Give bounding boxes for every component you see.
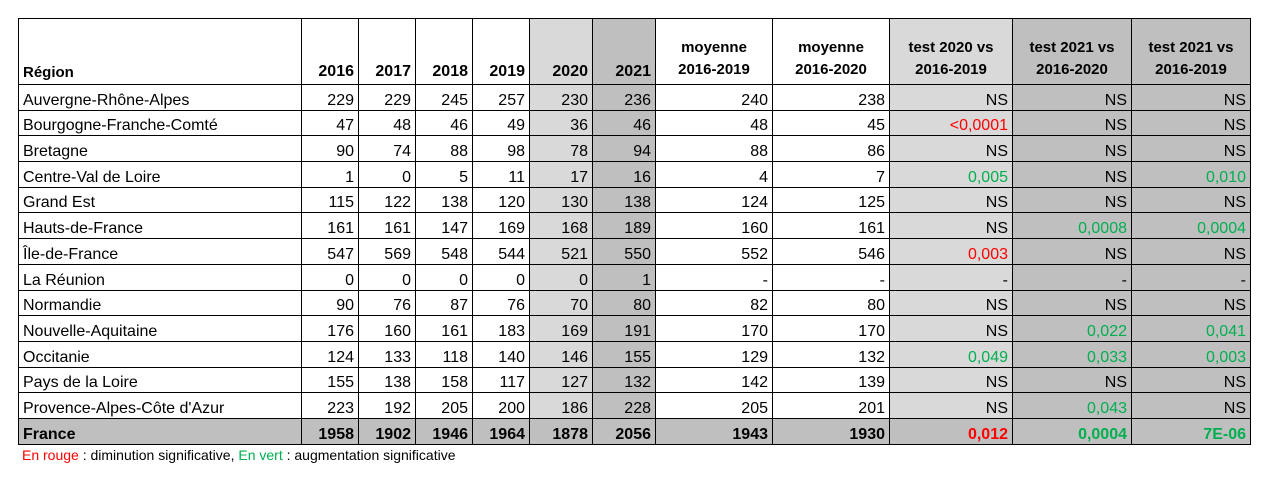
table-row: [19, 187, 1251, 213]
value-cell: 46: [593, 110, 656, 136]
region-cell: Provence-Alpes-Côte d'Azur: [19, 393, 302, 419]
header-test-2021-vs-2016-2020: test 2021 vs 2016-2020: [1013, 19, 1132, 85]
region-cell: Bretagne: [19, 136, 302, 162]
region-statistics-table: [18, 18, 1251, 445]
test-cell: -: [1013, 264, 1132, 290]
test-cell: -: [1132, 264, 1251, 290]
value-cell: 82: [656, 290, 773, 316]
value-cell: 1: [593, 264, 656, 290]
value-cell: 140: [473, 341, 530, 367]
table-row: [19, 341, 1251, 367]
value-cell: 160: [656, 213, 773, 239]
value-cell: 46: [416, 110, 473, 136]
header-region: Région: [19, 19, 302, 85]
value-cell: 0: [473, 264, 530, 290]
value-cell: 90: [302, 290, 359, 316]
value-cell: 161: [359, 213, 416, 239]
value-cell: 16: [593, 162, 656, 188]
value-cell: 521: [530, 239, 593, 265]
header-2020: 2020: [530, 19, 593, 85]
value-cell: 161: [302, 213, 359, 239]
header-2016: 2016: [302, 19, 359, 85]
test-cell: NS: [1013, 136, 1132, 162]
test-cell: 0,003: [1132, 341, 1251, 367]
table-row: [19, 110, 1251, 136]
legend-green-text: : augmentation significative: [282, 447, 456, 463]
test-cell: NS: [1013, 187, 1132, 213]
value-cell: 115: [302, 187, 359, 213]
table-row: [19, 367, 1251, 393]
value-cell: 88: [416, 136, 473, 162]
test-cell: NS: [1132, 290, 1251, 316]
test-cell: 0,012: [890, 418, 1013, 444]
value-cell: 7: [773, 162, 890, 188]
value-cell: 125: [773, 187, 890, 213]
legend-red-text: : diminution significative,: [78, 447, 239, 463]
test-cell: 0,041: [1132, 316, 1251, 342]
header-2018: 2018: [416, 19, 473, 85]
value-cell: 48: [359, 110, 416, 136]
test-cell: 0,005: [890, 162, 1013, 188]
value-cell: 80: [773, 290, 890, 316]
table-row: [19, 316, 1251, 342]
value-cell: 76: [473, 290, 530, 316]
value-cell: 5: [416, 162, 473, 188]
legend-red-label: En rouge: [22, 447, 79, 463]
value-cell: 257: [473, 85, 530, 111]
value-cell: 138: [593, 187, 656, 213]
value-cell: 0: [359, 162, 416, 188]
test-cell: NS: [1132, 393, 1251, 419]
table-body: [19, 85, 1251, 445]
value-cell: 133: [359, 341, 416, 367]
test-cell: NS: [1132, 110, 1251, 136]
value-cell: 129: [656, 341, 773, 367]
test-cell: NS: [1132, 136, 1251, 162]
value-cell: 139: [773, 367, 890, 393]
value-cell: 132: [593, 367, 656, 393]
value-cell: 1964: [473, 418, 530, 444]
value-cell: 45: [773, 110, 890, 136]
value-cell: 94: [593, 136, 656, 162]
table-row: [19, 85, 1251, 111]
header-2021: 2021: [593, 19, 656, 85]
legend: [22, 447, 455, 463]
value-cell: 546: [773, 239, 890, 265]
value-cell: 550: [593, 239, 656, 265]
value-cell: 36: [530, 110, 593, 136]
value-cell: 47: [302, 110, 359, 136]
value-cell: 1958: [302, 418, 359, 444]
value-cell: 245: [416, 85, 473, 111]
value-cell: 230: [530, 85, 593, 111]
value-cell: 80: [593, 290, 656, 316]
test-cell: NS: [890, 85, 1013, 111]
value-cell: 236: [593, 85, 656, 111]
region-cell: Bourgogne-Franche-Comté: [19, 110, 302, 136]
test-cell: 0,0008: [1013, 213, 1132, 239]
value-cell: 98: [473, 136, 530, 162]
value-cell: 0: [302, 264, 359, 290]
test-cell: 0,010: [1132, 162, 1251, 188]
test-cell: 0,003: [890, 239, 1013, 265]
legend-green-label: En vert: [238, 447, 283, 463]
region-cell: France: [19, 418, 302, 444]
value-cell: 228: [593, 393, 656, 419]
value-cell: 170: [656, 316, 773, 342]
header-2017: 2017: [359, 19, 416, 85]
test-cell: NS: [890, 367, 1013, 393]
value-cell: 189: [593, 213, 656, 239]
value-cell: 238: [773, 85, 890, 111]
test-cell: 0,033: [1013, 341, 1132, 367]
value-cell: 200: [473, 393, 530, 419]
statistics-table-container: [18, 18, 1251, 445]
value-cell: 48: [656, 110, 773, 136]
table-total-row: [19, 418, 1251, 444]
value-cell: 130: [530, 187, 593, 213]
value-cell: 0: [416, 264, 473, 290]
test-cell: <0,0001: [890, 110, 1013, 136]
value-cell: -: [773, 264, 890, 290]
value-cell: 169: [473, 213, 530, 239]
value-cell: 229: [359, 85, 416, 111]
value-cell: 176: [302, 316, 359, 342]
value-cell: 142: [656, 367, 773, 393]
test-cell: NS: [1013, 110, 1132, 136]
value-cell: 544: [473, 239, 530, 265]
value-cell: 4: [656, 162, 773, 188]
table-row: [19, 239, 1251, 265]
value-cell: 191: [593, 316, 656, 342]
value-cell: 49: [473, 110, 530, 136]
value-cell: 1943: [656, 418, 773, 444]
value-cell: 223: [302, 393, 359, 419]
test-cell: NS: [890, 213, 1013, 239]
value-cell: 146: [530, 341, 593, 367]
value-cell: 147: [416, 213, 473, 239]
test-cell: NS: [1013, 367, 1132, 393]
value-cell: 155: [302, 367, 359, 393]
value-cell: 0: [530, 264, 593, 290]
region-cell: Île-de-France: [19, 239, 302, 265]
value-cell: 158: [416, 367, 473, 393]
value-cell: 138: [359, 367, 416, 393]
value-cell: 569: [359, 239, 416, 265]
value-cell: 552: [656, 239, 773, 265]
value-cell: 138: [416, 187, 473, 213]
test-cell: NS: [1132, 85, 1251, 111]
test-cell: 0,0004: [1013, 418, 1132, 444]
value-cell: 548: [416, 239, 473, 265]
value-cell: 88: [656, 136, 773, 162]
region-cell: Auvergne-Rhône-Alpes: [19, 85, 302, 111]
value-cell: 87: [416, 290, 473, 316]
value-cell: 17: [530, 162, 593, 188]
region-cell: La Réunion: [19, 264, 302, 290]
test-cell: NS: [1013, 239, 1132, 265]
value-cell: 90: [302, 136, 359, 162]
value-cell: 122: [359, 187, 416, 213]
value-cell: 86: [773, 136, 890, 162]
value-cell: 229: [302, 85, 359, 111]
value-cell: 78: [530, 136, 593, 162]
value-cell: 132: [773, 341, 890, 367]
test-cell: 0,049: [890, 341, 1013, 367]
value-cell: 186: [530, 393, 593, 419]
header-moyenne-2016-2019: moyenne 2016-2019: [656, 19, 773, 85]
value-cell: 76: [359, 290, 416, 316]
value-cell: 124: [302, 341, 359, 367]
value-cell: 205: [416, 393, 473, 419]
test-cell: NS: [890, 316, 1013, 342]
header-moyenne-2016-2020: moyenne 2016-2020: [773, 19, 890, 85]
header-2019: 2019: [473, 19, 530, 85]
table-row: [19, 264, 1251, 290]
region-cell: Occitanie: [19, 341, 302, 367]
value-cell: 201: [773, 393, 890, 419]
value-cell: 168: [530, 213, 593, 239]
test-cell: 0,022: [1013, 316, 1132, 342]
test-cell: NS: [890, 136, 1013, 162]
value-cell: 118: [416, 341, 473, 367]
header-test-2021-vs-2016-2019: test 2021 vs 2016-2019: [1132, 19, 1251, 85]
value-cell: 1930: [773, 418, 890, 444]
value-cell: 547: [302, 239, 359, 265]
value-cell: 183: [473, 316, 530, 342]
value-cell: 74: [359, 136, 416, 162]
value-cell: 120: [473, 187, 530, 213]
table-row: [19, 393, 1251, 419]
test-cell: NS: [1013, 162, 1132, 188]
value-cell: 11: [473, 162, 530, 188]
region-cell: Grand Est: [19, 187, 302, 213]
value-cell: 1902: [359, 418, 416, 444]
test-cell: 0,043: [1013, 393, 1132, 419]
value-cell: 161: [773, 213, 890, 239]
test-cell: -: [890, 264, 1013, 290]
value-cell: 161: [416, 316, 473, 342]
test-cell: NS: [890, 393, 1013, 419]
region-cell: Normandie: [19, 290, 302, 316]
value-cell: -: [656, 264, 773, 290]
header-test-2020-vs-2016-2019: test 2020 vs 2016-2019: [890, 19, 1013, 85]
value-cell: 192: [359, 393, 416, 419]
value-cell: 127: [530, 367, 593, 393]
table-row: [19, 136, 1251, 162]
value-cell: 169: [530, 316, 593, 342]
region-cell: Centre-Val de Loire: [19, 162, 302, 188]
value-cell: 117: [473, 367, 530, 393]
test-cell: 0,0004: [1132, 213, 1251, 239]
test-cell: NS: [1132, 187, 1251, 213]
value-cell: 170: [773, 316, 890, 342]
region-cell: Hauts-de-France: [19, 213, 302, 239]
value-cell: 1946: [416, 418, 473, 444]
value-cell: 124: [656, 187, 773, 213]
value-cell: 155: [593, 341, 656, 367]
value-cell: 70: [530, 290, 593, 316]
value-cell: 160: [359, 316, 416, 342]
region-cell: Nouvelle-Aquitaine: [19, 316, 302, 342]
table-row: [19, 213, 1251, 239]
region-cell: Pays de la Loire: [19, 367, 302, 393]
header-row: [19, 19, 1251, 85]
test-cell: NS: [1013, 290, 1132, 316]
value-cell: 1878: [530, 418, 593, 444]
table-row: [19, 162, 1251, 188]
test-cell: NS: [890, 290, 1013, 316]
test-cell: NS: [1132, 367, 1251, 393]
test-cell: NS: [890, 187, 1013, 213]
value-cell: 0: [359, 264, 416, 290]
table-row: [19, 290, 1251, 316]
test-cell: NS: [1013, 85, 1132, 111]
value-cell: 2056: [593, 418, 656, 444]
value-cell: 205: [656, 393, 773, 419]
value-cell: 1: [302, 162, 359, 188]
test-cell: NS: [1132, 239, 1251, 265]
value-cell: 240: [656, 85, 773, 111]
test-cell: 7E-06: [1132, 418, 1251, 444]
